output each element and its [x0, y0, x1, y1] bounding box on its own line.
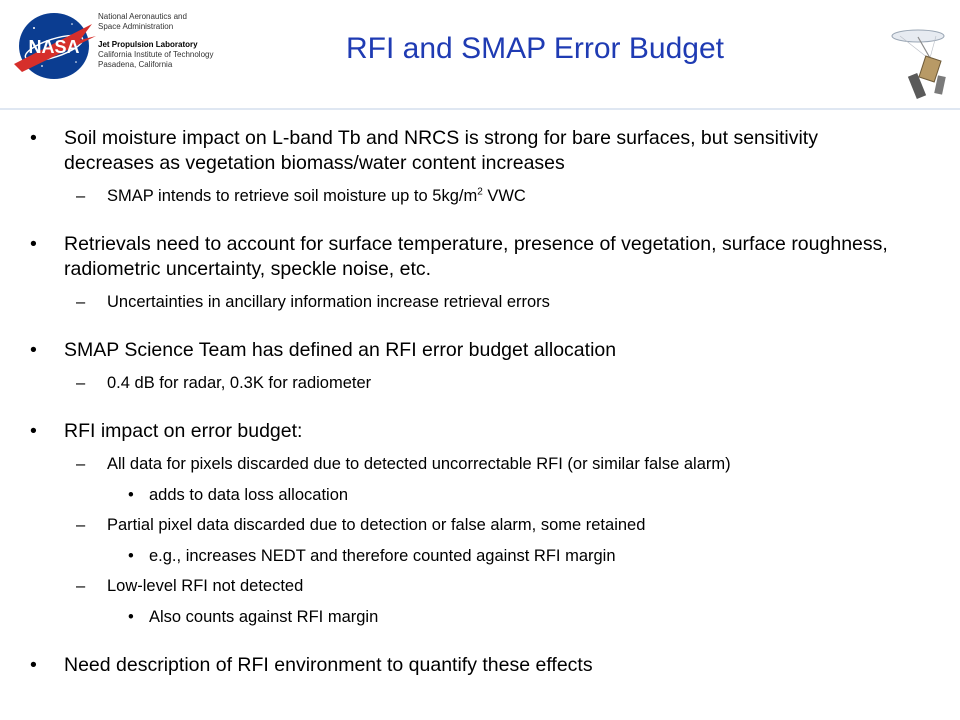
bullet-marker: • [30, 233, 37, 255]
bullet-1-sub-1-text-post: VWC [482, 187, 526, 205]
bullet-4-sub-3-sub-1-text: Also counts against RFI margin [149, 608, 379, 626]
agency-line-2: Space Administration [98, 22, 174, 31]
bullet-5 [0, 653, 894, 678]
bullet-marker: • [30, 420, 37, 442]
agency-line-1: National Aeronautics and [98, 12, 187, 21]
sub-sub-bullet-marker: • [128, 608, 134, 626]
bullet-marker: • [30, 654, 37, 676]
nasa-logo-text: NASA [28, 37, 80, 57]
sub-sub-bullet-marker: • [128, 486, 134, 504]
sub-bullet-marker: – [76, 577, 86, 595]
slide-title: RFI and SMAP Error Budget [346, 32, 724, 65]
bullet-4 [0, 419, 894, 444]
bullet-3-text: SMAP Science Team has defined an RFI error budget allocation [64, 339, 617, 361]
nasa-logo [12, 10, 96, 82]
sub-bullet-marker: – [76, 293, 86, 311]
bullet-4-sub-1-sub-1 [0, 485, 909, 505]
bullet-4-text: RFI impact on error budget: [64, 420, 303, 442]
lab-name: Jet Propulsion Laboratory [98, 40, 198, 49]
bullet-1-sub-1-superscript: 2 [477, 186, 483, 198]
sub-bullet-marker: – [76, 374, 86, 392]
institute-name: California Institute of Technology [98, 50, 214, 59]
bullet-1-text: Soil moisture impact on L-band Tb and NRCS is strong for bare surfaces, but sensitivity decreases as vegetation biomass/water content increases [64, 127, 818, 174]
bullet-4-sub-1-sub-1-text: adds to data loss allocation [149, 486, 349, 504]
bullet-1-sub-1-text-pre: SMAP intends to retrieve soil moisture up to 5kg/m [107, 187, 478, 205]
agency-block [98, 12, 213, 70]
sub-bullet-marker: – [76, 516, 86, 534]
bullet-4-sub-2 [0, 515, 907, 535]
bullet-2-text: Retrievals need to account for surface temperature, presence of vegetation, surface roughness, radiometric uncertainty, speckle noise, etc. [64, 233, 888, 280]
slide-body [0, 126, 960, 678]
bullet-3-sub-1 [0, 373, 907, 393]
bullet-marker: • [30, 127, 37, 149]
bullet-1 [0, 126, 894, 176]
bullet-4-sub-2-text: Partial pixel data discarded due to detection or false alarm, some retained [107, 516, 646, 534]
bullet-2-sub-1-text: Uncertainties in ancillary information increase retrieval errors [107, 293, 550, 311]
bullet-4-sub-1 [0, 454, 907, 474]
sub-bullet-marker: – [76, 187, 86, 205]
header-divider [0, 108, 960, 110]
bullet-5-text: Need description of RFI environment to quantify these effects [64, 654, 593, 676]
bullet-4-sub-2-sub-1-text: e.g., increases NEDT and therefore counted against RFI margin [149, 547, 616, 565]
bullet-marker: • [30, 339, 37, 361]
bullet-4-sub-2-sub-1 [0, 546, 909, 566]
bullet-1-sub-1 [0, 186, 907, 206]
bullet-2 [0, 232, 894, 282]
bullet-3-sub-1-text: 0.4 dB for radar, 0.3K for radiometer [107, 374, 372, 392]
sub-sub-bullet-marker: • [128, 547, 134, 565]
bullet-4-sub-3 [0, 576, 907, 596]
sub-bullet-marker: – [76, 455, 86, 473]
smap-satellite-image [886, 22, 952, 106]
bullet-4-sub-3-text: Low-level RFI not detected [107, 577, 304, 595]
bullet-4-sub-3-sub-1 [0, 607, 909, 627]
bullet-3 [0, 338, 894, 363]
slide-header [0, 0, 960, 112]
lab-location: Pasadena, California [98, 60, 173, 69]
bullet-2-sub-1 [0, 292, 907, 312]
bullet-4-sub-1-text: All data for pixels discarded due to detected uncorrectable RFI (or similar false alarm) [107, 455, 731, 473]
